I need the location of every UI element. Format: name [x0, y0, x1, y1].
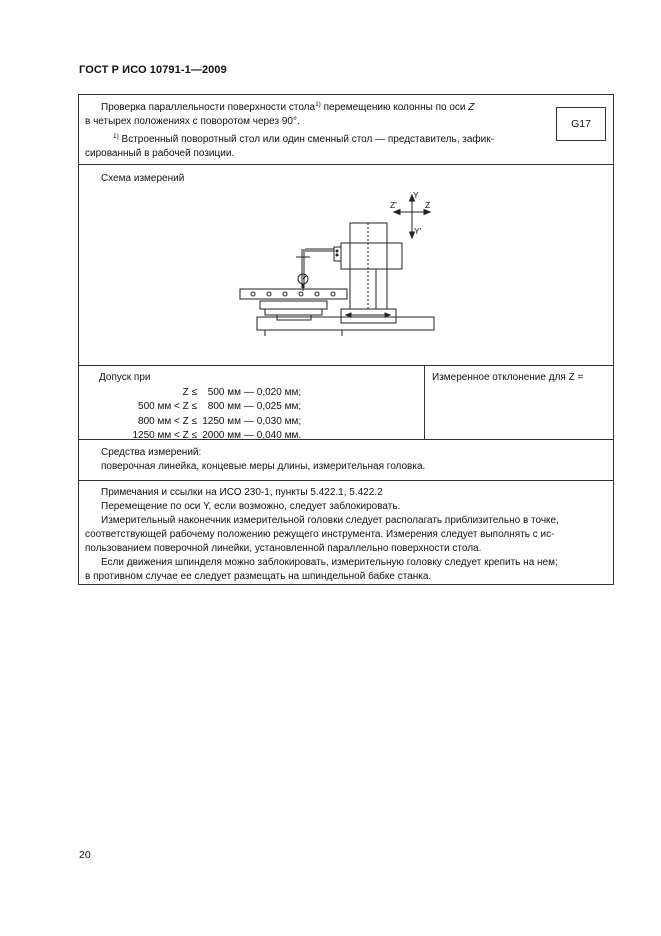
divider — [79, 365, 613, 366]
tolerance-block — [99, 371, 301, 444]
tolerance-row: 800 мм < Z ≤ 1250 мм — 0,030 мм; — [138, 415, 302, 427]
tolerance-row: Z ≤ 500 мм — 0,020 мм; — [182, 386, 302, 398]
table — [260, 301, 327, 309]
test-code-box: G17 — [556, 107, 606, 141]
notes-line: Измерительный наконечник измерительной головки следует располагать приблизительно в точке, — [101, 515, 559, 526]
notes-line: Примечания и ссылки на ИСО 230-1, пункты 5.422.1, 5.422.2 — [101, 487, 383, 498]
test-table — [78, 94, 614, 585]
instruments-title: Средства измерений: — [101, 447, 202, 458]
check-line-2: в четырех положениях с поворотом через 90°. — [85, 116, 300, 127]
tolerance-row: 500 мм < Z ≤ 800 мм — 0,025 мм; — [138, 401, 302, 412]
notes-line: соответствующей рабочему положению режущего инструмента. Измерения следует выполнять с ис- — [85, 529, 555, 540]
divider — [79, 480, 613, 481]
measured-deviation-label: Измеренное отклонение для Z = — [432, 372, 584, 383]
notes-line: Перемещение по оси Y, если возможно, следует заблокировать. — [101, 501, 401, 512]
document-header: ГОСТ Р ИСО 10791-1—2009 — [79, 64, 227, 76]
notes-line: в противном случае ее следует размещать на шпиндельной бабке станка. — [85, 571, 432, 582]
column-divider — [424, 365, 425, 439]
notes-line: Если движения шпинделя можно заблокировать, измерительную головку следует крепить на нем; — [101, 557, 558, 568]
footnote-line-2: сированный в рабочей позиции. — [85, 148, 235, 159]
axis-label-z: Z — [425, 200, 431, 210]
measurement-scheme-diagram — [79, 165, 615, 365]
page-number: 20 — [79, 849, 91, 861]
axis-label-y: Y — [413, 190, 419, 200]
tolerance-row: 1250 мм < Z ≤ 2000 мм — 0,040 мм. — [132, 430, 302, 441]
axis-label-y-prime: Y' — [414, 226, 422, 236]
tolerance-title: Допуск при — [99, 372, 151, 383]
footnote-line-1: $^{1)}$ Встроенный поворотный стол или один сменный стол — представитель, зафик- — [113, 133, 494, 145]
check-line-1: Проверка параллельности поверхности стола$^{1)}$ перемещению колонны по оси Z — [101, 101, 475, 113]
divider — [79, 439, 613, 440]
axis-label-z-prime: Z' — [390, 200, 397, 210]
instruments-list: поверочная линейка, концевые меры длины, измерительная головка. — [101, 461, 426, 472]
notes-line: пользованием поверочной линейки, установленной параллельно поверхности стола. — [85, 543, 482, 554]
scheme-title: Схема измерений — [101, 173, 185, 184]
